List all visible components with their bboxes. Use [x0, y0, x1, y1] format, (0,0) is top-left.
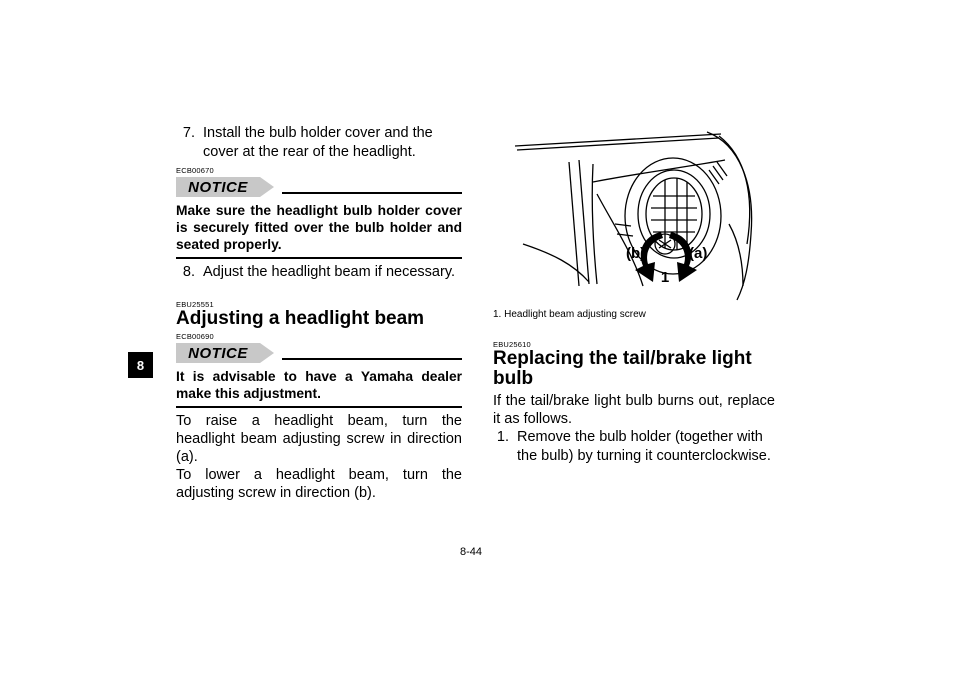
- left-column: [176, 124, 462, 502]
- paragraph: To lower a headlight beam, turn the adjusting screw in direction (b).: [176, 467, 462, 501]
- label-a: (a): [689, 245, 708, 262]
- step-text: Install the bulb holder cover and the cover at the rear of the headlight.: [203, 125, 433, 160]
- section-tab: 8: [128, 352, 153, 378]
- section-heading: Adjusting a headlight beam: [176, 308, 425, 329]
- notice-label: NOTICE: [188, 344, 248, 362]
- headlight-figure: [493, 124, 775, 302]
- notice-rule: [282, 192, 462, 194]
- notice-header: [176, 343, 462, 363]
- paragraph: If the tail/brake light bulb burns out, replace it as follows.: [493, 393, 775, 427]
- page-number: 8-44: [460, 546, 483, 558]
- notice-text: It is advisable to have a Yamaha dealer make this adjustment.: [176, 363, 462, 408]
- notice-code: ECB00670: [176, 166, 214, 175]
- section-code: EBU25551: [176, 300, 214, 309]
- notice-text: Make sure the headlight bulb holder cover is securely fitted over the bulb holder and seated properly.: [176, 197, 462, 259]
- section-code: EBU25610: [493, 340, 531, 349]
- notice-label: NOTICE: [188, 178, 248, 196]
- step-text: Remove the bulb holder (together with the bulb) by turning it counterclockwise.: [517, 429, 771, 464]
- notice-badge: [176, 343, 260, 363]
- section-heading: Replacing the tail/brake light bulb: [493, 348, 752, 389]
- step-text: Adjust the headlight beam if necessary.: [203, 264, 456, 280]
- label-1: 1: [660, 269, 670, 286]
- step-1: [493, 428, 775, 466]
- notice-badge: [176, 177, 260, 197]
- step-number: 1.: [496, 429, 509, 445]
- headlight-illustration: [493, 124, 775, 302]
- right-column: [493, 124, 775, 466]
- step-8: [176, 263, 462, 282]
- label-b: (b): [626, 245, 646, 262]
- notice-header: [176, 177, 462, 197]
- paragraph: To raise a headlight beam, turn the headlight beam adjusting screw in direction (a).: [176, 413, 462, 465]
- notice-code: ECB00690: [176, 332, 214, 341]
- notice-rule: [282, 358, 462, 360]
- figure-caption: 1. Headlight beam adjusting screw: [493, 309, 646, 320]
- step-number: 8.: [182, 264, 195, 280]
- step-7: [176, 124, 462, 162]
- step-number: 7.: [182, 125, 195, 141]
